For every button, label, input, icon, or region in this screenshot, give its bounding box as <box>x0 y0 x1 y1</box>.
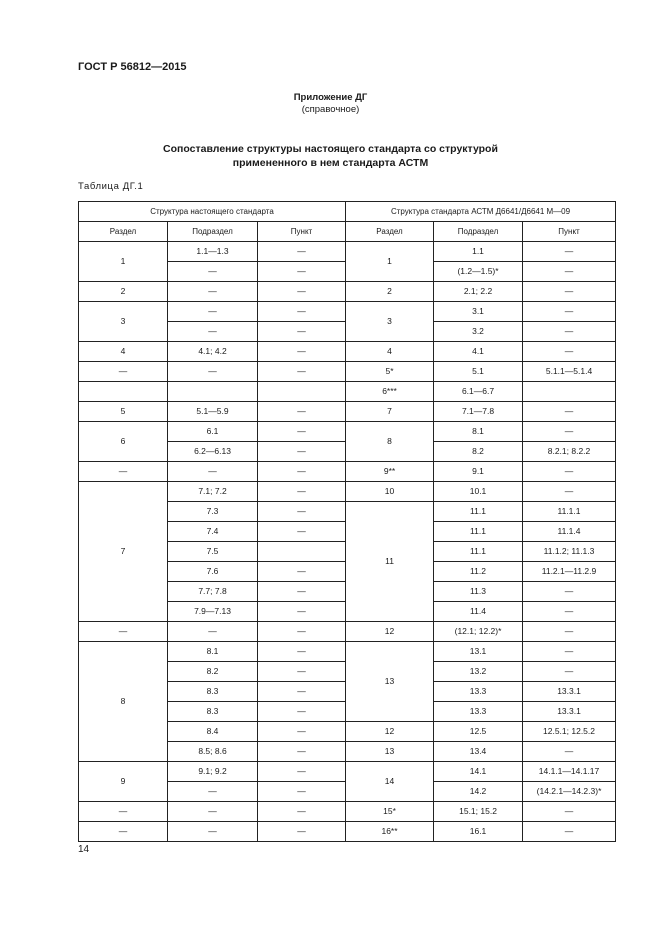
table-cell: — <box>523 322 616 342</box>
table-cell: — <box>258 362 346 382</box>
table-cell: — <box>258 422 346 442</box>
table-cell: — <box>79 622 168 642</box>
table-cell: 7.6 <box>168 562 258 582</box>
table-cell: 3.1 <box>434 302 523 322</box>
table-cell: — <box>258 622 346 642</box>
group-header-right: Структура стандарта АСТМ Д6641/Д6641 М—09 <box>346 202 616 222</box>
table-cell: — <box>523 342 616 362</box>
table-cell: — <box>258 822 346 842</box>
table-cell: — <box>258 702 346 722</box>
table-caption: Таблица ДГ.1 <box>78 181 144 192</box>
table-cell: 7.1—7.8 <box>434 402 523 422</box>
table-cell: — <box>168 282 258 302</box>
table-group-header-row <box>79 202 616 222</box>
table-cell: — <box>168 262 258 282</box>
table-cell: 8.5; 8.6 <box>168 742 258 762</box>
table-row <box>79 362 616 382</box>
appendix-title: Приложение ДГ <box>293 92 368 103</box>
table-cell: 14 <box>346 762 434 802</box>
table-cell: 2 <box>79 282 168 302</box>
table-cell: 4 <box>346 342 434 362</box>
table-row <box>79 422 616 442</box>
table-cell: 13.2 <box>434 662 523 682</box>
table-cell: 7.3 <box>168 502 258 522</box>
table-cell: — <box>258 302 346 322</box>
table-cell: 7.9—7.13 <box>168 602 258 622</box>
table-cell: 15.1; 15.2 <box>434 802 523 822</box>
table-cell: 7.5 <box>168 542 258 562</box>
table-row <box>79 402 616 422</box>
table-cell: — <box>258 442 346 462</box>
table-cell: 13.3 <box>434 702 523 722</box>
table-cell: — <box>168 362 258 382</box>
table-cell: 11.2 <box>434 562 523 582</box>
table-cell <box>79 382 168 402</box>
table-cell: 5* <box>346 362 434 382</box>
table-cell: 8.2.1; 8.2.2 <box>523 442 616 462</box>
table-cell: 11.1 <box>434 542 523 562</box>
table-cell: 12.5.1; 12.5.2 <box>523 722 616 742</box>
table-cell: — <box>258 242 346 262</box>
table-cell: 9 <box>79 762 168 802</box>
table-cell: — <box>523 582 616 602</box>
table-row <box>79 622 616 642</box>
table-cell: — <box>79 462 168 482</box>
table-cell: 9.1 <box>434 462 523 482</box>
table-cell: 13.3.1 <box>523 702 616 722</box>
table-cell <box>168 382 258 402</box>
table-cell: — <box>258 782 346 802</box>
table-cell: 4 <box>79 342 168 362</box>
table-cell: — <box>258 562 346 582</box>
heading-line-1: Сопоставление структуры настоящего стандарта со структурой <box>163 143 498 155</box>
table-row <box>79 802 616 822</box>
col-header-astm-section: Раздел <box>346 222 434 242</box>
heading-line-2: примененного в нем стандарта АСТМ <box>232 157 429 169</box>
table-cell: (12.1; 12.2)* <box>434 622 523 642</box>
table-cell: 11.1.1 <box>523 502 616 522</box>
table-cell: — <box>258 402 346 422</box>
table-cell: — <box>523 402 616 422</box>
table-cell: — <box>258 762 346 782</box>
table-cell: 11.1.4 <box>523 522 616 542</box>
table-cell: 13.3.1 <box>523 682 616 702</box>
table-cell: 3 <box>346 302 434 342</box>
table-cell: 11.4 <box>434 602 523 622</box>
table-cell: — <box>523 742 616 762</box>
table-cell: — <box>258 582 346 602</box>
table-cell: 5.1.1—5.1.4 <box>523 362 616 382</box>
table-cell: 1 <box>79 242 168 282</box>
table-cell: 8.2 <box>168 662 258 682</box>
table-row <box>79 282 616 302</box>
table-cell: 5 <box>79 402 168 422</box>
table-cell: — <box>79 362 168 382</box>
group-header-left: Структура настоящего стандарта <box>79 202 346 222</box>
table-cell: 4.1 <box>434 342 523 362</box>
table-cell: 2 <box>346 282 434 302</box>
table-cell: 4.1; 4.2 <box>168 342 258 362</box>
table-cell: — <box>168 802 258 822</box>
col-header-astm-subsection: Подраздел <box>434 222 523 242</box>
table-cell: — <box>168 322 258 342</box>
page-number: 14 <box>78 844 90 855</box>
table-cell <box>258 382 346 402</box>
table-cell: — <box>523 462 616 482</box>
table-cell: 16** <box>346 822 434 842</box>
table-cell: 11.2.1—11.2.9 <box>523 562 616 582</box>
table-cell: 14.1.1—14.1.17 <box>523 762 616 782</box>
table-cell: 1.1—1.3 <box>168 242 258 262</box>
table-row <box>79 302 616 322</box>
table-cell: — <box>258 342 346 362</box>
table-cell: 1 <box>346 242 434 282</box>
table-cell: 11.1 <box>434 522 523 542</box>
table-cell: — <box>523 602 616 622</box>
table-cell: — <box>523 262 616 282</box>
table-row <box>79 762 616 782</box>
table-cell: 15* <box>346 802 434 822</box>
table-cell: 13 <box>346 642 434 722</box>
col-header-subsection: Подраздел <box>168 222 258 242</box>
table-cell <box>258 542 346 562</box>
appendix-type: (справочное) <box>301 104 360 115</box>
table-cell: 12 <box>346 722 434 742</box>
table-cell: — <box>258 322 346 342</box>
table-cell: 5.1—5.9 <box>168 402 258 422</box>
table-cell: 6.1—6.7 <box>434 382 523 402</box>
table-cell: — <box>258 462 346 482</box>
table-cell: 8.1 <box>434 422 523 442</box>
table-cell: 10.1 <box>434 482 523 502</box>
table-row <box>79 822 616 842</box>
table-cell: — <box>523 242 616 262</box>
table-cell: — <box>258 502 346 522</box>
table-cell: 6 <box>79 422 168 462</box>
table-cell: (1.2—1.5)* <box>434 262 523 282</box>
table-cell: 14.2 <box>434 782 523 802</box>
table-cell: 11.3 <box>434 582 523 602</box>
table-cell <box>523 382 616 402</box>
table-cell: 8 <box>79 642 168 762</box>
table-cell: 13 <box>346 742 434 762</box>
table-cell: 6*** <box>346 382 434 402</box>
table-cell: — <box>258 642 346 662</box>
table-cell: 13.1 <box>434 642 523 662</box>
table-cell: 13.3 <box>434 682 523 702</box>
table-cell: (14.2.1—14.2.3)* <box>523 782 616 802</box>
table-cell: 11.1.2; 11.1.3 <box>523 542 616 562</box>
table-cell: 8.4 <box>168 722 258 742</box>
table-cell: 12.5 <box>434 722 523 742</box>
table-cell: 11 <box>346 502 434 622</box>
table-cell: 2.1; 2.2 <box>434 282 523 302</box>
table-row <box>79 482 616 502</box>
table-cell: 7 <box>346 402 434 422</box>
table-cell: — <box>523 802 616 822</box>
table-cell: — <box>523 642 616 662</box>
table-cell: — <box>258 662 346 682</box>
table-row <box>79 382 616 402</box>
table-cell: — <box>79 802 168 822</box>
table-cell: — <box>168 622 258 642</box>
table-row <box>79 342 616 362</box>
table-cell: 8.2 <box>434 442 523 462</box>
table-cell: — <box>523 622 616 642</box>
comparison-table <box>78 201 616 842</box>
table-cell: — <box>523 302 616 322</box>
table-cell: 7 <box>79 482 168 622</box>
col-header-item: Пункт <box>258 222 346 242</box>
table-cell: 3.2 <box>434 322 523 342</box>
table-cell: 8.1 <box>168 642 258 662</box>
table-cell: — <box>258 682 346 702</box>
table-cell: 16.1 <box>434 822 523 842</box>
table-cell: 10 <box>346 482 434 502</box>
table-cell: — <box>258 482 346 502</box>
table-row <box>79 642 616 662</box>
table-cell: — <box>168 302 258 322</box>
table-cell: 8.3 <box>168 702 258 722</box>
table-cell: 7.1; 7.2 <box>168 482 258 502</box>
col-header-astm-item: Пункт <box>523 222 616 242</box>
table-cell: — <box>258 722 346 742</box>
table-cell: 6.1 <box>168 422 258 442</box>
table-cell: 5.1 <box>434 362 523 382</box>
table-cell: 14.1 <box>434 762 523 782</box>
table-cell: — <box>258 802 346 822</box>
table-cell: 8.3 <box>168 682 258 702</box>
table-cell: 9.1; 9.2 <box>168 762 258 782</box>
col-header-section: Раздел <box>79 222 168 242</box>
table-cell: 12 <box>346 622 434 642</box>
table-cell: 3 <box>79 302 168 342</box>
table-cell: — <box>258 602 346 622</box>
table-cell: — <box>258 282 346 302</box>
table-cell: — <box>168 822 258 842</box>
table-cell: — <box>523 422 616 442</box>
table-cell: — <box>523 482 616 502</box>
table-cell: 8 <box>346 422 434 462</box>
table-cell: 13.4 <box>434 742 523 762</box>
document-code: ГОСТ Р 56812—2015 <box>78 61 187 73</box>
table-cell: — <box>258 262 346 282</box>
table-cell: — <box>523 662 616 682</box>
table-cell: 1.1 <box>434 242 523 262</box>
table-cell: 11.1 <box>434 502 523 522</box>
table-cell: — <box>258 742 346 762</box>
page-heading <box>0 142 661 170</box>
appendix-header <box>0 92 661 116</box>
table-cell: — <box>168 782 258 802</box>
table-row <box>79 242 616 262</box>
table-row <box>79 462 616 482</box>
table-column-header-row <box>79 222 616 242</box>
table-cell: 7.7; 7.8 <box>168 582 258 602</box>
table-cell: — <box>168 462 258 482</box>
table-cell: 9** <box>346 462 434 482</box>
table-cell: 7.4 <box>168 522 258 542</box>
table-cell: — <box>523 822 616 842</box>
table-cell: — <box>258 522 346 542</box>
table-cell: — <box>523 282 616 302</box>
table-cell: 6.2—6.13 <box>168 442 258 462</box>
table-cell: — <box>79 822 168 842</box>
